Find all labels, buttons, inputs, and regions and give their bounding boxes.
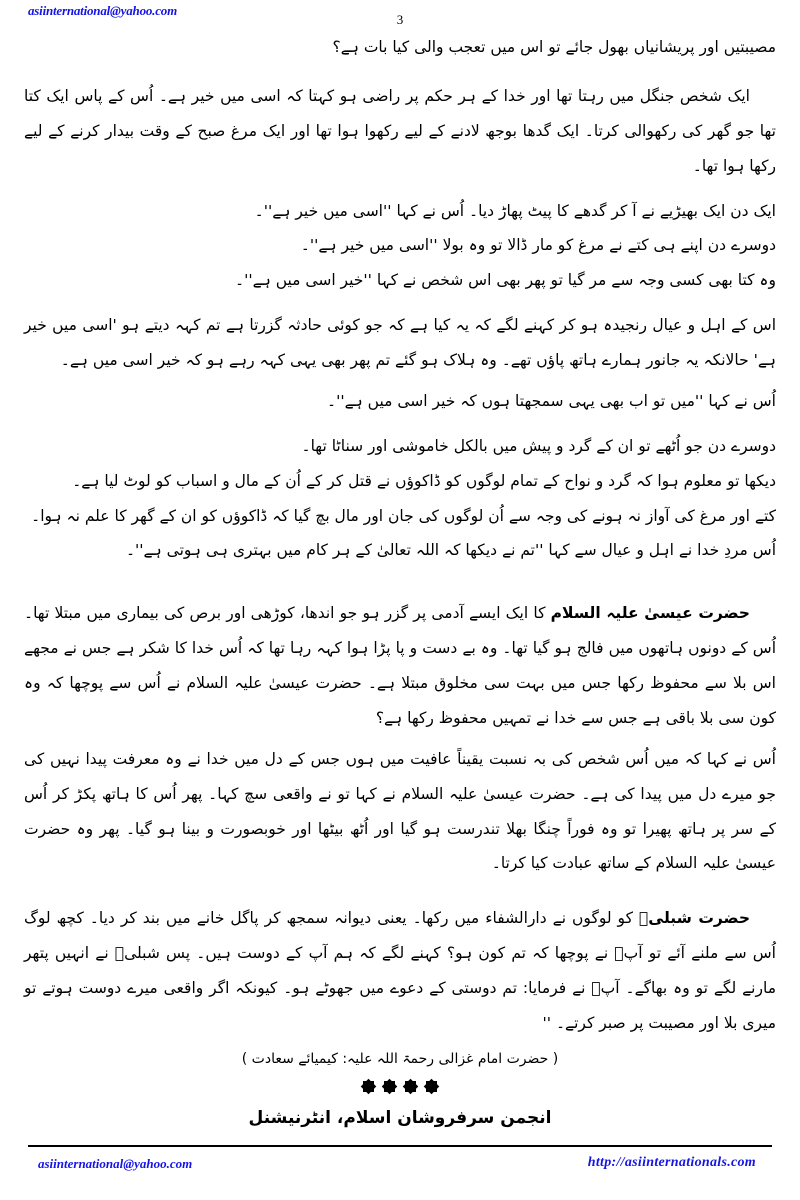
narrative-lines-block-1 [24,194,776,299]
narrative-line: وہ کتا بھی کسی وجہ سے مر گیا تو پھر بھی اس شخص نے کہا ''خیر اسی میں ہے''۔ [235,271,776,290]
paragraph-jungle-man: ایک شخص جنگل میں رہتا تھا اور خدا کے ہر حکم پر راضی ہو کہتا کہ اسی میں خیر ہے۔ اُس کے پاس ایک کتا تھا جو گھر کی رکھوالی کرتا۔ ایک گدھا بوجھ لادنے کے لیے رکھوا ہوا تھا اور ایک مرغ صبح کے وقت بیدار کرنے کے لیے رکھا ہوا تھا۔ [24,86,776,175]
footer-email-address[interactable]: asiinternational@yahoo.com [38,1156,193,1171]
paragraph-block-shibli [24,901,776,1041]
narrative-line: دیکھا تو معلوم ہوا کہ گرد و نواح کے تمام لوگوں کو ڈاکوؤں نے قتل کر کے اُن کے مال و اسباب کو لوٹ لیا ہے۔ [72,471,776,490]
narrative-line: اُس مردِ خدا نے اہل و عیال سے کہا ''تم نے دیکھا کہ اللہ تعالیٰ کے ہر کام میں بہتری ہی ہوتی ہے''۔ [125,541,776,560]
paragraph-shibli [24,901,776,1041]
document-body [24,30,776,1128]
section-spacer [24,891,776,901]
star-ornament-icon [426,1081,437,1092]
paragraph-shibli-text: کو لوگوں نے دارالشفاء میں رکھا۔ یعنی دیوانہ سمجھ کر پاگل خانے میں بند کر دیا۔ کچھ لوگ اُس سے ملنے آئے تو آپؒ نے پوچھا کہ تم کون ہو؟ کہنے لگے کہ ہم آپ کے دوست ہیں۔ پس شبلیؒ نے انہیں پتھر مارنے لگے تو وہ بھاگے۔ آپؒ نے فرمایا: تم دوستی کے دعوے میں جھوٹے ہو۔ کیونکہ اگر واقعی میرے دوست ہوتے تو میری بلا اور مصیبت پر صبر کرتے۔ '' [24,909,776,1032]
narrative-line: ایک دن ایک بھیڑیے نے آ کر گدھے کا پیٹ پھاڑ دیا۔ اُس نے کہا ''اسی میں خیر ہے''۔ [254,201,776,220]
continuation-line: مصیبتیں اور پریشانیاں بھول جائے تو اس میں تعجب والی کیا بات ہے؟ [332,38,776,56]
star-ornament-icon [384,1081,395,1092]
narrative-line: اُس نے کہا ''میں تو اب بھی یہی سمجھتا ہوں کہ خیر اسی میں ہے''۔ [326,391,776,410]
narrative-line: کتے اور مرغ کی آواز نہ ہونے کی وجہ سے اُن لوگوں کی جان اور مال بچ گیا کہ ڈاکوؤں کو ان کے گھر کا علم نہ ہوا۔ [31,506,776,525]
decorative-divider [340,1081,460,1092]
paragraph-block-1 [24,79,776,184]
section-spacer [24,578,776,596]
paragraph-block-jesus [24,596,776,881]
narrative-lines-block-3 [24,429,776,569]
paragraph-family-complaint: اس کے اہل و عیال رنجیدہ ہو کر کہنے لگے کہ یہ کیا ہے کہ جو کوئی حادثہ گزرتا ہے تم کہہ دیتے ہو 'اسی میں خیر ہے' حالانکہ یہ جانور ہمارے ہاتھ پاؤں تھے۔ وہ ہلاک ہو گئے تم پھر بھی یہی کہہ رہے ہو کہ خیر اسی میں ہے۔ [24,316,777,369]
honorific-shibli: حضرت شبلیؒ [638,909,750,928]
star-ornament-icon [363,1081,374,1092]
paragraph-block-2 [24,308,776,419]
footer-website-url[interactable]: http://asiinternationals.com [587,1155,756,1170]
honorific-jesus: حضرت عیسیٰ علیہ السلام [550,604,750,623]
paragraph-jesus-continued: اُس نے کہا کہ میں اُس شخص کی بہ نسبت یقیناً عافیت میں ہوں جس کے دل میں خدا نے وہ معرفت پیدا نہیں کی جو میرے دل میں پیدا کی ہے۔ حضرت عیسیٰ علیہ السلام نے کہا تو نے واقعی سچ کہا۔ پھر اُس کا ہاتھ پکڑ کر اُس کے سر پر ہاتھ پھیرا تو وہ فوراً چنگا بھلا تندرست ہو گیا اور اُٹھ بیٹھا اور خوبصورت و بینا ہو گیا۔ پھر وہ حضرت عیسیٰ علیہ السلام کے ساتھ عبادت کیا کرتا۔ [24,749,776,873]
organization-name: انجمن سرفروشان اسلام، انٹرنیشنل [248,1107,552,1128]
source-attribution: ( حضرت امام غزالی رحمۃ اللہ علیہ: کیمیائے سعادت ) [241,1050,559,1067]
page-number: 3 [396,12,404,27]
narrative-line: دوسرے دن جو اُٹھے تو ان کے گرد و پیش میں بالکل خاموشی اور سناٹا تھا۔ [301,436,776,455]
narrative-line: دوسرے دن اپنے ہی کتے نے مرغ کو مار ڈالا تو وہ بولا ''اسی میں خیر ہے''۔ [300,236,776,255]
paragraph-jesus-text: کا ایک ایسے آدمی پر گزر ہو جو اندھا، کوڑھی اور برص کی بیماری میں مبتلا تھا۔ اُس کے دونوں ہاتھوں میں فالج ہو گیا تھا۔ وہ بے دست و پا پڑا ہوا کہہ رہا تھا کہ اُس خدا کا شکر ہے جس نے مجھے اس بلا سے محفوظ رکھا جس میں بہت سی مخلوق مبتلا ہے۔ حضرت عیسیٰ علیہ السلام نے اُس سے پوچھا کہ وہ کون سی بلا باقی ہے جس سے خدا نے تمہیں محفوظ رکھا ہے؟ [24,604,776,727]
header-email-address: asiinternational@yahoo.com [28,3,177,18]
star-ornament-icon [405,1081,416,1092]
page-footer [28,1145,772,1185]
paragraph-jesus [24,596,776,736]
